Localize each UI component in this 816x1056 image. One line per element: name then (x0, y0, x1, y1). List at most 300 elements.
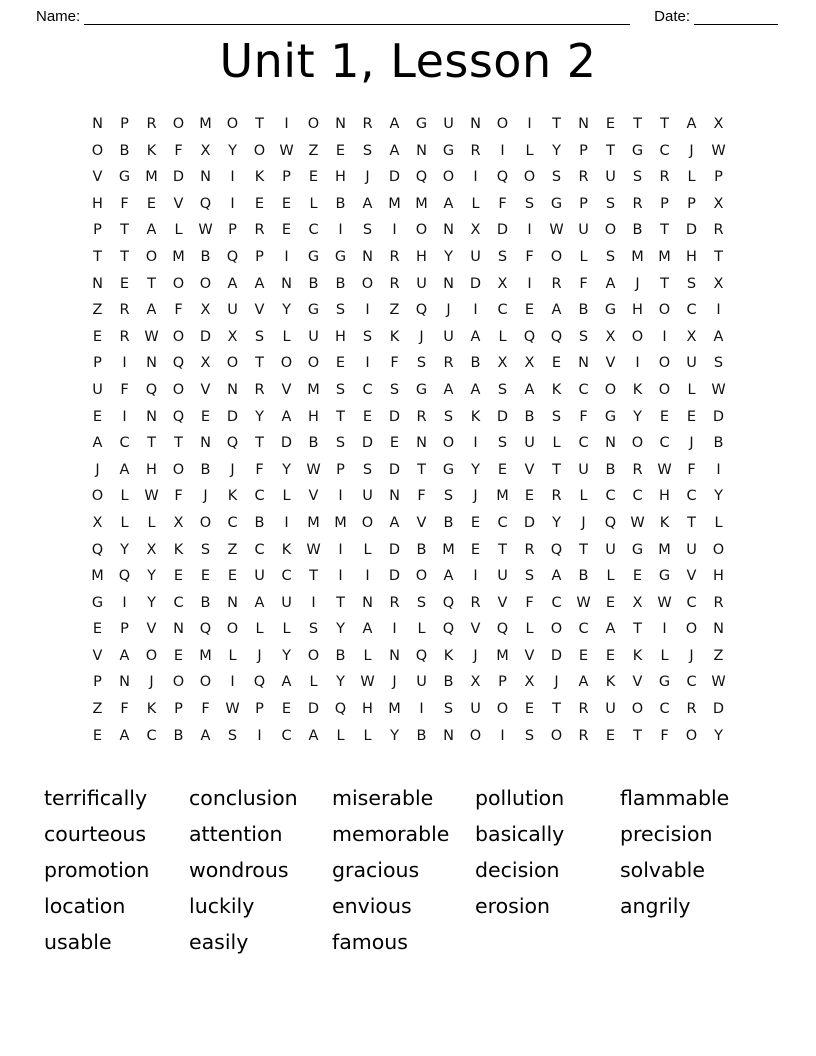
grid-cell[interactable]: F (687, 461, 696, 478)
grid-cell[interactable]: U (605, 541, 616, 558)
grid-cell[interactable]: O (685, 727, 698, 744)
grid-cell[interactable]: I (716, 302, 721, 319)
grid-cell[interactable]: N (605, 435, 616, 452)
grid-cell[interactable]: I (392, 222, 397, 239)
grid-cell[interactable]: L (147, 514, 156, 531)
grid-cell[interactable]: E (200, 408, 211, 425)
grid-cell[interactable]: E (335, 355, 346, 372)
grid-cell[interactable]: H (416, 248, 427, 265)
grid-cell[interactable]: A (200, 727, 211, 744)
word-list-item[interactable]: usable (44, 930, 112, 954)
grid-cell[interactable]: U (443, 328, 454, 345)
grid-cell[interactable]: Z (713, 647, 724, 664)
grid-cell[interactable]: R (416, 408, 427, 425)
grid-cell[interactable]: R (578, 169, 589, 186)
grid-cell[interactable]: J (554, 674, 559, 691)
grid-cell[interactable]: Y (714, 727, 723, 744)
grid-cell[interactable]: M (388, 701, 401, 718)
grid-cell[interactable]: A (389, 116, 400, 132)
grid-cell[interactable]: Y (714, 488, 723, 505)
grid-cell[interactable]: G (118, 169, 131, 186)
grid-cell[interactable]: S (362, 142, 373, 159)
grid-cell[interactable]: O (307, 355, 320, 372)
grid-cell[interactable]: F (120, 195, 129, 212)
grid-cell[interactable]: O (469, 727, 482, 744)
grid-cell[interactable]: W (711, 674, 726, 691)
grid-cell[interactable]: A (551, 302, 562, 319)
grid-cell[interactable]: C (254, 541, 265, 558)
grid-cell[interactable]: L (687, 169, 696, 186)
grid-cell[interactable]: E (362, 408, 373, 425)
grid-cell[interactable]: S (443, 701, 454, 718)
grid-cell[interactable]: T (660, 222, 669, 239)
grid-cell[interactable]: B (308, 435, 319, 452)
grid-cell[interactable]: O (226, 116, 239, 132)
grid-cell[interactable]: I (338, 541, 343, 558)
grid-cell[interactable]: B (605, 461, 616, 478)
word-list-item[interactable]: miserable (332, 786, 434, 810)
grid-cell[interactable]: F (660, 727, 669, 744)
grid-cell[interactable]: R (443, 355, 454, 372)
grid-cell[interactable]: D (496, 408, 509, 425)
grid-cell[interactable]: B (470, 355, 481, 372)
grid-cell[interactable]: V (281, 381, 292, 398)
grid-cell[interactable]: B (335, 647, 346, 664)
grid-cell[interactable]: S (524, 727, 535, 744)
grid-cell[interactable]: G (415, 116, 428, 132)
grid-cell[interactable]: E (335, 142, 346, 159)
grid-cell[interactable]: T (633, 116, 642, 132)
grid-cell[interactable]: P (174, 701, 183, 718)
grid-cell[interactable]: C (632, 488, 643, 505)
grid-cell[interactable]: L (174, 222, 183, 239)
grid-cell[interactable]: G (442, 142, 455, 159)
grid-cell[interactable]: L (606, 568, 615, 585)
grid-cell[interactable]: F (498, 195, 507, 212)
grid-cell[interactable]: Q (199, 621, 212, 638)
grid-cell[interactable]: V (254, 302, 265, 319)
grid-cell[interactable]: S (254, 328, 265, 345)
grid-cell[interactable]: P (255, 248, 264, 265)
grid-cell[interactable]: B (254, 514, 265, 531)
grid-cell[interactable]: Y (120, 541, 129, 558)
grid-cell[interactable]: P (660, 195, 669, 212)
grid-cell[interactable]: V (416, 514, 427, 531)
grid-cell[interactable]: Q (226, 248, 239, 265)
grid-cell[interactable]: Q (415, 647, 428, 664)
grid-cell[interactable]: O (442, 169, 455, 186)
grid-cell[interactable]: E (524, 701, 535, 718)
grid-cell[interactable]: I (338, 568, 343, 585)
grid-cell[interactable]: C (497, 514, 508, 531)
grid-cell[interactable]: W (198, 222, 213, 239)
grid-cell[interactable]: E (632, 568, 643, 585)
grid-cell[interactable]: H (659, 488, 670, 505)
grid-cell[interactable]: B (200, 594, 211, 611)
grid-cell[interactable]: A (281, 674, 292, 691)
grid-cell[interactable]: V (308, 488, 319, 505)
grid-cell[interactable]: N (578, 355, 589, 372)
grid-cell[interactable]: Z (92, 302, 103, 319)
grid-cell[interactable]: O (415, 568, 428, 585)
grid-cell[interactable]: R (470, 142, 481, 159)
grid-cell[interactable]: R (470, 594, 481, 611)
grid-cell[interactable]: Q (253, 674, 266, 691)
grid-cell[interactable]: T (687, 514, 696, 531)
grid-cell[interactable]: R (713, 222, 724, 239)
grid-cell[interactable]: P (93, 674, 102, 691)
grid-cell[interactable]: C (578, 435, 589, 452)
grid-cell[interactable]: A (119, 727, 130, 744)
grid-cell[interactable]: I (311, 594, 316, 611)
word-list-item[interactable]: luckily (189, 894, 255, 918)
grid-cell[interactable]: U (605, 169, 616, 186)
word-list-item[interactable]: terrifically (44, 786, 148, 810)
grid-cell[interactable]: Q (145, 381, 158, 398)
grid-cell[interactable]: J (365, 169, 370, 186)
grid-cell[interactable]: N (335, 116, 346, 132)
grid-cell[interactable]: O (631, 701, 644, 718)
grid-cell[interactable]: G (604, 302, 617, 319)
word-list-item[interactable]: gracious (332, 858, 420, 882)
grid-cell[interactable]: G (658, 674, 671, 691)
grid-cell[interactable]: I (419, 701, 424, 718)
grid-cell[interactable]: O (226, 621, 239, 638)
grid-cell[interactable]: A (578, 674, 589, 691)
grid-cell[interactable]: T (147, 275, 156, 292)
grid-cell[interactable]: F (120, 381, 129, 398)
grid-cell[interactable]: C (362, 381, 373, 398)
grid-cell[interactable]: I (122, 594, 127, 611)
grid-cell[interactable]: M (496, 647, 509, 664)
grid-cell[interactable]: Y (282, 302, 291, 319)
grid-cell[interactable]: A (146, 222, 157, 239)
grid-cell[interactable]: O (199, 275, 212, 292)
grid-cell[interactable]: T (309, 568, 318, 585)
grid-cell[interactable]: U (281, 594, 292, 611)
grid-cell[interactable]: F (579, 408, 588, 425)
grid-cell[interactable]: X (632, 594, 643, 611)
grid-cell[interactable]: Q (550, 328, 563, 345)
grid-cell[interactable]: O (442, 435, 455, 452)
grid-cell[interactable]: M (388, 195, 401, 212)
grid-cell[interactable]: T (552, 461, 561, 478)
grid-cell[interactable]: N (200, 435, 211, 452)
grid-cell[interactable]: E (173, 647, 184, 664)
grid-cell[interactable]: A (254, 275, 265, 292)
grid-cell[interactable]: E (605, 116, 616, 132)
grid-cell[interactable]: S (632, 169, 643, 186)
grid-cell[interactable]: Y (633, 408, 642, 425)
grid-cell[interactable]: K (632, 647, 643, 664)
grid-cell[interactable]: X (686, 328, 697, 345)
grid-cell[interactable]: M (415, 195, 428, 212)
grid-cell[interactable]: I (662, 621, 667, 638)
grid-cell[interactable]: L (363, 727, 372, 744)
grid-cell[interactable]: O (253, 142, 266, 159)
grid-cell[interactable]: I (473, 568, 478, 585)
grid-cell[interactable]: T (552, 701, 561, 718)
grid-cell[interactable]: U (308, 328, 319, 345)
grid-cell[interactable]: T (552, 116, 561, 132)
grid-cell[interactable]: A (254, 594, 265, 611)
date-input-line[interactable] (694, 10, 778, 25)
grid-cell[interactable]: T (633, 621, 642, 638)
grid-cell[interactable]: B (335, 275, 346, 292)
grid-cell[interactable]: E (281, 701, 292, 718)
grid-cell[interactable]: K (605, 674, 616, 691)
grid-cell[interactable]: X (146, 541, 157, 558)
grid-cell[interactable]: X (470, 222, 481, 239)
grid-cell[interactable]: H (92, 195, 103, 212)
grid-cell[interactable]: M (307, 514, 320, 531)
grid-cell[interactable]: L (309, 674, 318, 691)
grid-cell[interactable]: Q (550, 541, 563, 558)
grid-cell[interactable]: S (497, 248, 508, 265)
grid-cell[interactable]: A (605, 275, 616, 292)
grid-cell[interactable]: J (419, 328, 424, 345)
grid-cell[interactable]: N (389, 488, 400, 505)
grid-cell[interactable]: W (657, 461, 672, 478)
grid-cell[interactable]: Q (496, 169, 509, 186)
grid-cell[interactable]: L (120, 488, 129, 505)
grid-cell[interactable]: R (578, 727, 589, 744)
grid-cell[interactable]: J (689, 435, 694, 452)
grid-cell[interactable]: C (119, 435, 130, 452)
grid-cell[interactable]: N (389, 647, 400, 664)
grid-cell[interactable]: D (685, 222, 698, 239)
grid-cell[interactable]: I (338, 488, 343, 505)
grid-cell[interactable]: T (606, 142, 615, 159)
grid-cell[interactable]: E (281, 195, 292, 212)
grid-cell[interactable]: A (362, 195, 373, 212)
grid-cell[interactable]: R (254, 381, 265, 398)
grid-cell[interactable]: A (443, 381, 454, 398)
grid-cell[interactable]: V (92, 169, 103, 186)
grid-cell[interactable]: T (120, 248, 129, 265)
grid-cell[interactable]: K (470, 408, 481, 425)
grid-cell[interactable]: O (226, 355, 239, 372)
grid-cell[interactable]: Q (442, 594, 455, 611)
grid-cell[interactable]: D (307, 701, 320, 718)
grid-cell[interactable]: S (308, 621, 319, 638)
grid-cell[interactable]: K (443, 647, 454, 664)
grid-cell[interactable]: S (551, 169, 562, 186)
grid-cell[interactable]: E (551, 355, 562, 372)
grid-cell[interactable]: X (497, 355, 508, 372)
grid-cell[interactable]: M (307, 381, 320, 398)
grid-cell[interactable]: T (120, 222, 129, 239)
grid-cell[interactable]: M (172, 248, 185, 265)
grid-cell[interactable]: K (389, 328, 400, 345)
grid-cell[interactable]: I (473, 169, 478, 186)
grid-cell[interactable]: U (524, 435, 535, 452)
grid-cell[interactable]: L (714, 514, 723, 531)
grid-cell[interactable]: V (146, 621, 157, 638)
grid-cell[interactable]: W (279, 142, 294, 159)
grid-cell[interactable]: L (498, 328, 507, 345)
grid-cell[interactable]: G (658, 568, 671, 585)
grid-cell[interactable]: X (713, 116, 724, 132)
grid-cell[interactable]: X (92, 514, 103, 531)
grid-cell[interactable]: N (578, 116, 589, 132)
grid-cell[interactable]: S (335, 381, 346, 398)
grid-cell[interactable]: U (605, 701, 616, 718)
grid-cell[interactable]: S (524, 195, 535, 212)
grid-cell[interactable]: C (308, 222, 319, 239)
grid-cell[interactable]: D (388, 408, 401, 425)
grid-cell[interactable]: I (473, 435, 478, 452)
grid-cell[interactable]: R (659, 169, 670, 186)
grid-cell[interactable]: I (284, 248, 289, 265)
grid-cell[interactable]: R (389, 275, 400, 292)
grid-cell[interactable]: B (173, 727, 184, 744)
grid-cell[interactable]: L (282, 488, 291, 505)
grid-cell[interactable]: F (417, 488, 426, 505)
grid-cell[interactable]: A (443, 195, 454, 212)
grid-cell[interactable]: O (631, 435, 644, 452)
word-list-item[interactable]: pollution (475, 786, 565, 810)
grid-cell[interactable]: V (524, 461, 535, 478)
grid-cell[interactable]: T (255, 435, 264, 452)
grid-cell[interactable]: D (496, 222, 509, 239)
grid-cell[interactable]: S (416, 594, 427, 611)
grid-cell[interactable]: I (392, 621, 397, 638)
grid-cell[interactable]: K (551, 381, 562, 398)
grid-cell[interactable]: D (172, 169, 185, 186)
word-list-item[interactable]: courteous (44, 822, 147, 846)
grid-cell[interactable]: D (523, 514, 536, 531)
grid-cell[interactable]: G (91, 594, 104, 611)
grid-cell[interactable]: E (497, 461, 508, 478)
grid-cell[interactable]: C (146, 727, 157, 744)
grid-cell[interactable]: N (227, 381, 238, 398)
grid-cell[interactable]: B (578, 302, 589, 319)
grid-cell[interactable]: R (254, 222, 265, 239)
grid-cell[interactable]: I (257, 727, 262, 744)
grid-cell[interactable]: M (442, 541, 455, 558)
grid-cell[interactable]: T (498, 541, 507, 558)
grid-cell[interactable]: T (633, 727, 642, 744)
grid-cell[interactable]: R (524, 541, 535, 558)
grid-cell[interactable]: I (230, 169, 235, 186)
grid-cell[interactable]: I (338, 222, 343, 239)
word-list-item[interactable]: envious (332, 894, 412, 918)
grid-cell[interactable]: A (281, 408, 292, 425)
grid-cell[interactable]: E (92, 621, 103, 638)
grid-cell[interactable]: L (363, 647, 372, 664)
grid-cell[interactable]: M (334, 514, 347, 531)
grid-cell[interactable]: C (578, 381, 589, 398)
grid-cell[interactable]: R (632, 461, 643, 478)
grid-cell[interactable]: J (203, 488, 208, 505)
grid-cell[interactable]: O (145, 248, 158, 265)
grid-cell[interactable]: P (579, 195, 588, 212)
grid-cell[interactable]: T (93, 248, 102, 265)
grid-cell[interactable]: W (225, 701, 240, 718)
grid-cell[interactable]: F (579, 275, 588, 292)
grid-cell[interactable]: V (92, 647, 103, 664)
grid-cell[interactable]: H (632, 302, 643, 319)
grid-cell[interactable]: L (471, 195, 480, 212)
grid-cell[interactable]: A (146, 302, 157, 319)
grid-cell[interactable]: Q (334, 701, 347, 718)
grid-cell[interactable]: O (172, 116, 185, 132)
grid-cell[interactable]: Z (389, 302, 400, 319)
grid-cell[interactable]: N (146, 408, 157, 425)
grid-cell[interactable]: S (524, 568, 535, 585)
word-list-item[interactable]: solvable (620, 858, 705, 882)
grid-cell[interactable]: E (389, 435, 400, 452)
grid-cell[interactable]: Q (604, 514, 617, 531)
grid-cell[interactable]: O (172, 674, 185, 691)
grid-cell[interactable]: A (308, 727, 319, 744)
grid-cell[interactable]: S (605, 248, 616, 265)
grid-cell[interactable]: Y (147, 568, 156, 585)
grid-cell[interactable]: D (361, 435, 374, 452)
grid-cell[interactable]: E (686, 408, 697, 425)
grid-cell[interactable]: V (173, 195, 184, 212)
grid-cell[interactable]: L (228, 647, 237, 664)
grid-cell[interactable]: E (227, 568, 238, 585)
grid-cell[interactable]: Z (92, 701, 103, 718)
grid-cell[interactable]: G (307, 248, 320, 265)
word-list-item[interactable]: precision (620, 822, 713, 846)
grid-cell[interactable]: S (335, 435, 346, 452)
grid-cell[interactable]: O (172, 461, 185, 478)
grid-cell[interactable]: B (308, 275, 319, 292)
grid-cell[interactable]: O (280, 355, 293, 372)
grid-cell[interactable]: E (92, 408, 103, 425)
grid-cell[interactable]: M (496, 488, 509, 505)
grid-cell[interactable]: V (632, 674, 643, 691)
grid-cell[interactable]: O (523, 169, 536, 186)
grid-cell[interactable]: A (119, 647, 130, 664)
grid-cell[interactable]: O (91, 488, 104, 505)
grid-cell[interactable]: A (713, 328, 724, 345)
grid-cell[interactable]: R (713, 594, 724, 611)
grid-cell[interactable]: I (122, 355, 127, 372)
grid-cell[interactable]: I (635, 355, 640, 372)
grid-cell[interactable]: I (284, 116, 289, 132)
grid-cell[interactable]: J (635, 275, 640, 292)
grid-cell[interactable]: Q (172, 408, 185, 425)
grid-cell[interactable]: H (308, 408, 319, 425)
grid-cell[interactable]: L (363, 541, 372, 558)
grid-cell[interactable]: Q (226, 435, 239, 452)
grid-cell[interactable]: E (605, 594, 616, 611)
grid-cell[interactable]: Y (336, 621, 345, 638)
grid-cell[interactable]: I (527, 116, 532, 132)
grid-cell[interactable]: S (578, 328, 589, 345)
grid-cell[interactable]: G (631, 142, 644, 159)
grid-cell[interactable]: Y (552, 514, 561, 531)
grid-cell[interactable]: R (389, 594, 400, 611)
grid-cell[interactable]: L (552, 435, 561, 452)
grid-cell[interactable]: T (660, 275, 669, 292)
grid-cell[interactable]: A (470, 328, 481, 345)
grid-cell[interactable]: L (336, 727, 345, 744)
grid-cell[interactable]: K (173, 541, 184, 558)
grid-cell[interactable]: O (199, 514, 212, 531)
grid-cell[interactable]: Q (172, 355, 185, 372)
grid-cell[interactable]: O (415, 222, 428, 239)
grid-cell[interactable]: B (416, 541, 427, 558)
grid-cell[interactable]: S (227, 727, 238, 744)
grid-cell[interactable]: O (658, 302, 671, 319)
grid-cell[interactable]: G (334, 248, 347, 265)
grid-cell[interactable]: D (550, 647, 563, 664)
